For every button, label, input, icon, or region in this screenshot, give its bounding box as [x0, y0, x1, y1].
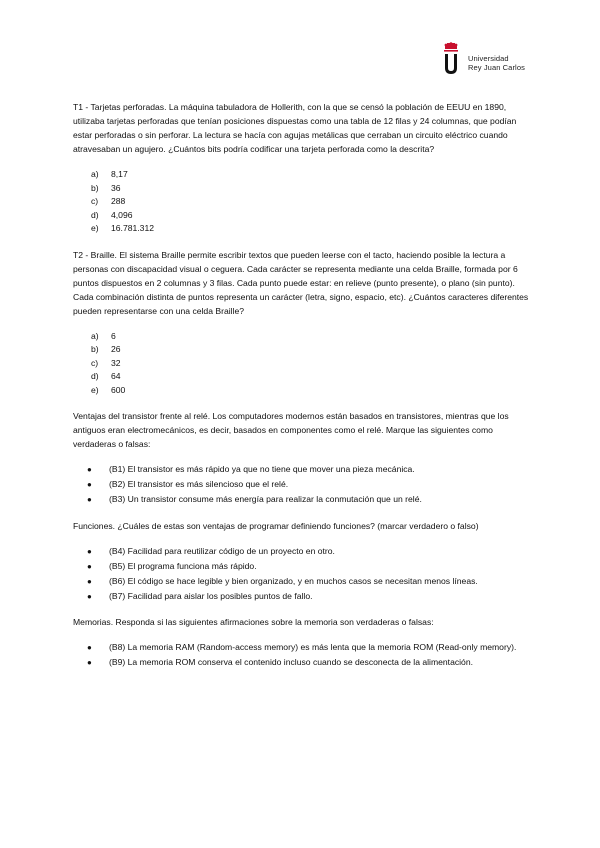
- option-item: [73, 330, 529, 344]
- bullet-text: (B1) El transistor es más rápido ya que no tiene que mover una pieza mecánica.: [109, 464, 415, 474]
- option-letter: c): [91, 196, 99, 206]
- ventajas-text: Ventajas del transistor frente al relé. Los computadores modernos están basados en transistores, mientras que los antiguos eran electromecánicos, es decir, basados en componentes como el relé. Marque las siguientes como verdaderas o falsas:: [73, 411, 509, 449]
- bullet-item: [73, 493, 529, 507]
- university-logo: [441, 42, 531, 76]
- bullet-icon: ●: [87, 561, 92, 571]
- option-value: 32: [111, 357, 121, 368]
- option-letter: b): [91, 182, 99, 193]
- option-value: 6: [111, 330, 116, 341]
- bullet-text: (B4) Facilidad para reutilizar código de un proyecto en otro.: [109, 545, 335, 556]
- option-letter: e): [91, 384, 99, 395]
- option-item: [73, 182, 529, 196]
- ventajas-list: [73, 463, 529, 507]
- option-letter: d): [91, 209, 99, 220]
- university-name: [468, 54, 525, 72]
- bullet-text: (B6) El código se hace legible y bien organizado, y en muchos casos se necesitan menos líneas.: [109, 575, 478, 586]
- question-t1-text: T1 - Tarjetas perforadas. La máquina tabuladora de Hollerith, con la que se censó la población de EEUU en 1890, utilizaba tarjetas perforadas que tenían posiciones dispuestas como una tabla de 12 filas y 24 columnas, que podían estar perforadas o sin perforar. La lectura se hacía con agujas metálicas que cerraban un circuito eléctrico cuando atravesaban un agujero. ¿Cuántos bits podría codificar una tarjeta perforada como la descrita?: [73, 102, 517, 154]
- bullet-text: (B7) Facilidad para aislar los posibles puntos de fallo.: [109, 590, 313, 601]
- option-letter: a): [91, 169, 99, 179]
- bullet-text: (B9) La memoria ROM conserva el contenido incluso cuando se desconecta de la alimentación.: [109, 657, 473, 667]
- document-body: [73, 100, 529, 671]
- option-item: [73, 222, 529, 236]
- bullet-item: [73, 545, 529, 559]
- question-t2-options: [73, 330, 529, 398]
- bullet-text: (B3) Un transistor consume más energía para realizar la conmutación que un relé.: [109, 494, 422, 504]
- option-letter: a): [91, 330, 99, 341]
- bullet-item: [73, 560, 529, 574]
- bullet-text: (B8) La memoria RAM (Random-access memory) es más lenta que la memoria ROM (Read-only memory).: [109, 642, 517, 652]
- option-item: [73, 370, 529, 384]
- bullet-item: [73, 478, 529, 492]
- option-value: 26: [111, 344, 121, 354]
- bullet-icon: ●: [87, 643, 92, 652]
- memorias-text: Memorias. Responda si las siguientes afirmaciones sobre la memoria son verdaderas o falsas:: [73, 617, 434, 627]
- bullet-icon: ●: [87, 658, 92, 667]
- option-item: [73, 168, 529, 182]
- funciones-list: [73, 545, 529, 604]
- bullet-text: (B2) El transistor es más silencioso que el relé.: [109, 479, 289, 489]
- option-item: [73, 209, 529, 223]
- option-item: [73, 357, 529, 371]
- bullet-item: [73, 575, 529, 589]
- crown-u-icon: [441, 42, 461, 76]
- bullet-item: [73, 641, 529, 655]
- option-value: 288: [111, 196, 126, 206]
- question-t1-options: [73, 168, 529, 236]
- logo-line-1: Universidad: [468, 54, 509, 63]
- bullet-icon: ●: [87, 546, 92, 556]
- option-value: 16.781.312: [111, 223, 155, 233]
- option-item: [73, 195, 529, 209]
- bullet-item: [73, 656, 529, 670]
- bullet-text: (B5) El programa funciona más rápido.: [109, 560, 257, 571]
- option-value: 64: [111, 371, 121, 381]
- bullet-icon: ●: [87, 591, 92, 601]
- funciones-text: Funciones. ¿Cuáles de estas son ventajas de programar definiendo funciones? (marcar verdadero o falso): [73, 520, 479, 531]
- bullet-icon: ●: [87, 465, 92, 474]
- bullet-item: [73, 463, 529, 477]
- memorias-list: [73, 641, 529, 670]
- option-value: 36: [111, 182, 121, 193]
- bullet-icon: ●: [87, 576, 92, 586]
- logo-line-2: Rey Juan Carlos: [468, 63, 525, 72]
- bullet-icon: ●: [87, 480, 92, 489]
- option-value: 600: [111, 384, 126, 395]
- option-value: 4,096: [111, 209, 133, 220]
- option-letter: d): [91, 371, 99, 381]
- option-letter: b): [91, 344, 99, 354]
- option-item: [73, 343, 529, 357]
- bullet-icon: ●: [87, 495, 92, 504]
- option-item: [73, 384, 529, 398]
- option-letter: e): [91, 223, 99, 233]
- option-value: 8,17: [111, 169, 128, 179]
- option-letter: c): [91, 357, 99, 368]
- question-t2-text: T2 - Braille. El sistema Braille permite escribir textos que pueden leerse con el tacto, haciendo posible la lectura a personas con discapacidad visual o ceguera. Cada carácter se representa mediante una celda Braille, formada por 6 puntos dispuestos en 2 columnas y 3 filas. Cada punto puede estar: en relieve (punto presente), o plano (sin punto). Cada combinación distinta de puntos representa un carácter (letra, signo, espacio, etc). ¿Cuántos caracteres diferentes pueden representarse con una celda Braille?: [73, 249, 529, 316]
- bullet-item: [73, 590, 529, 604]
